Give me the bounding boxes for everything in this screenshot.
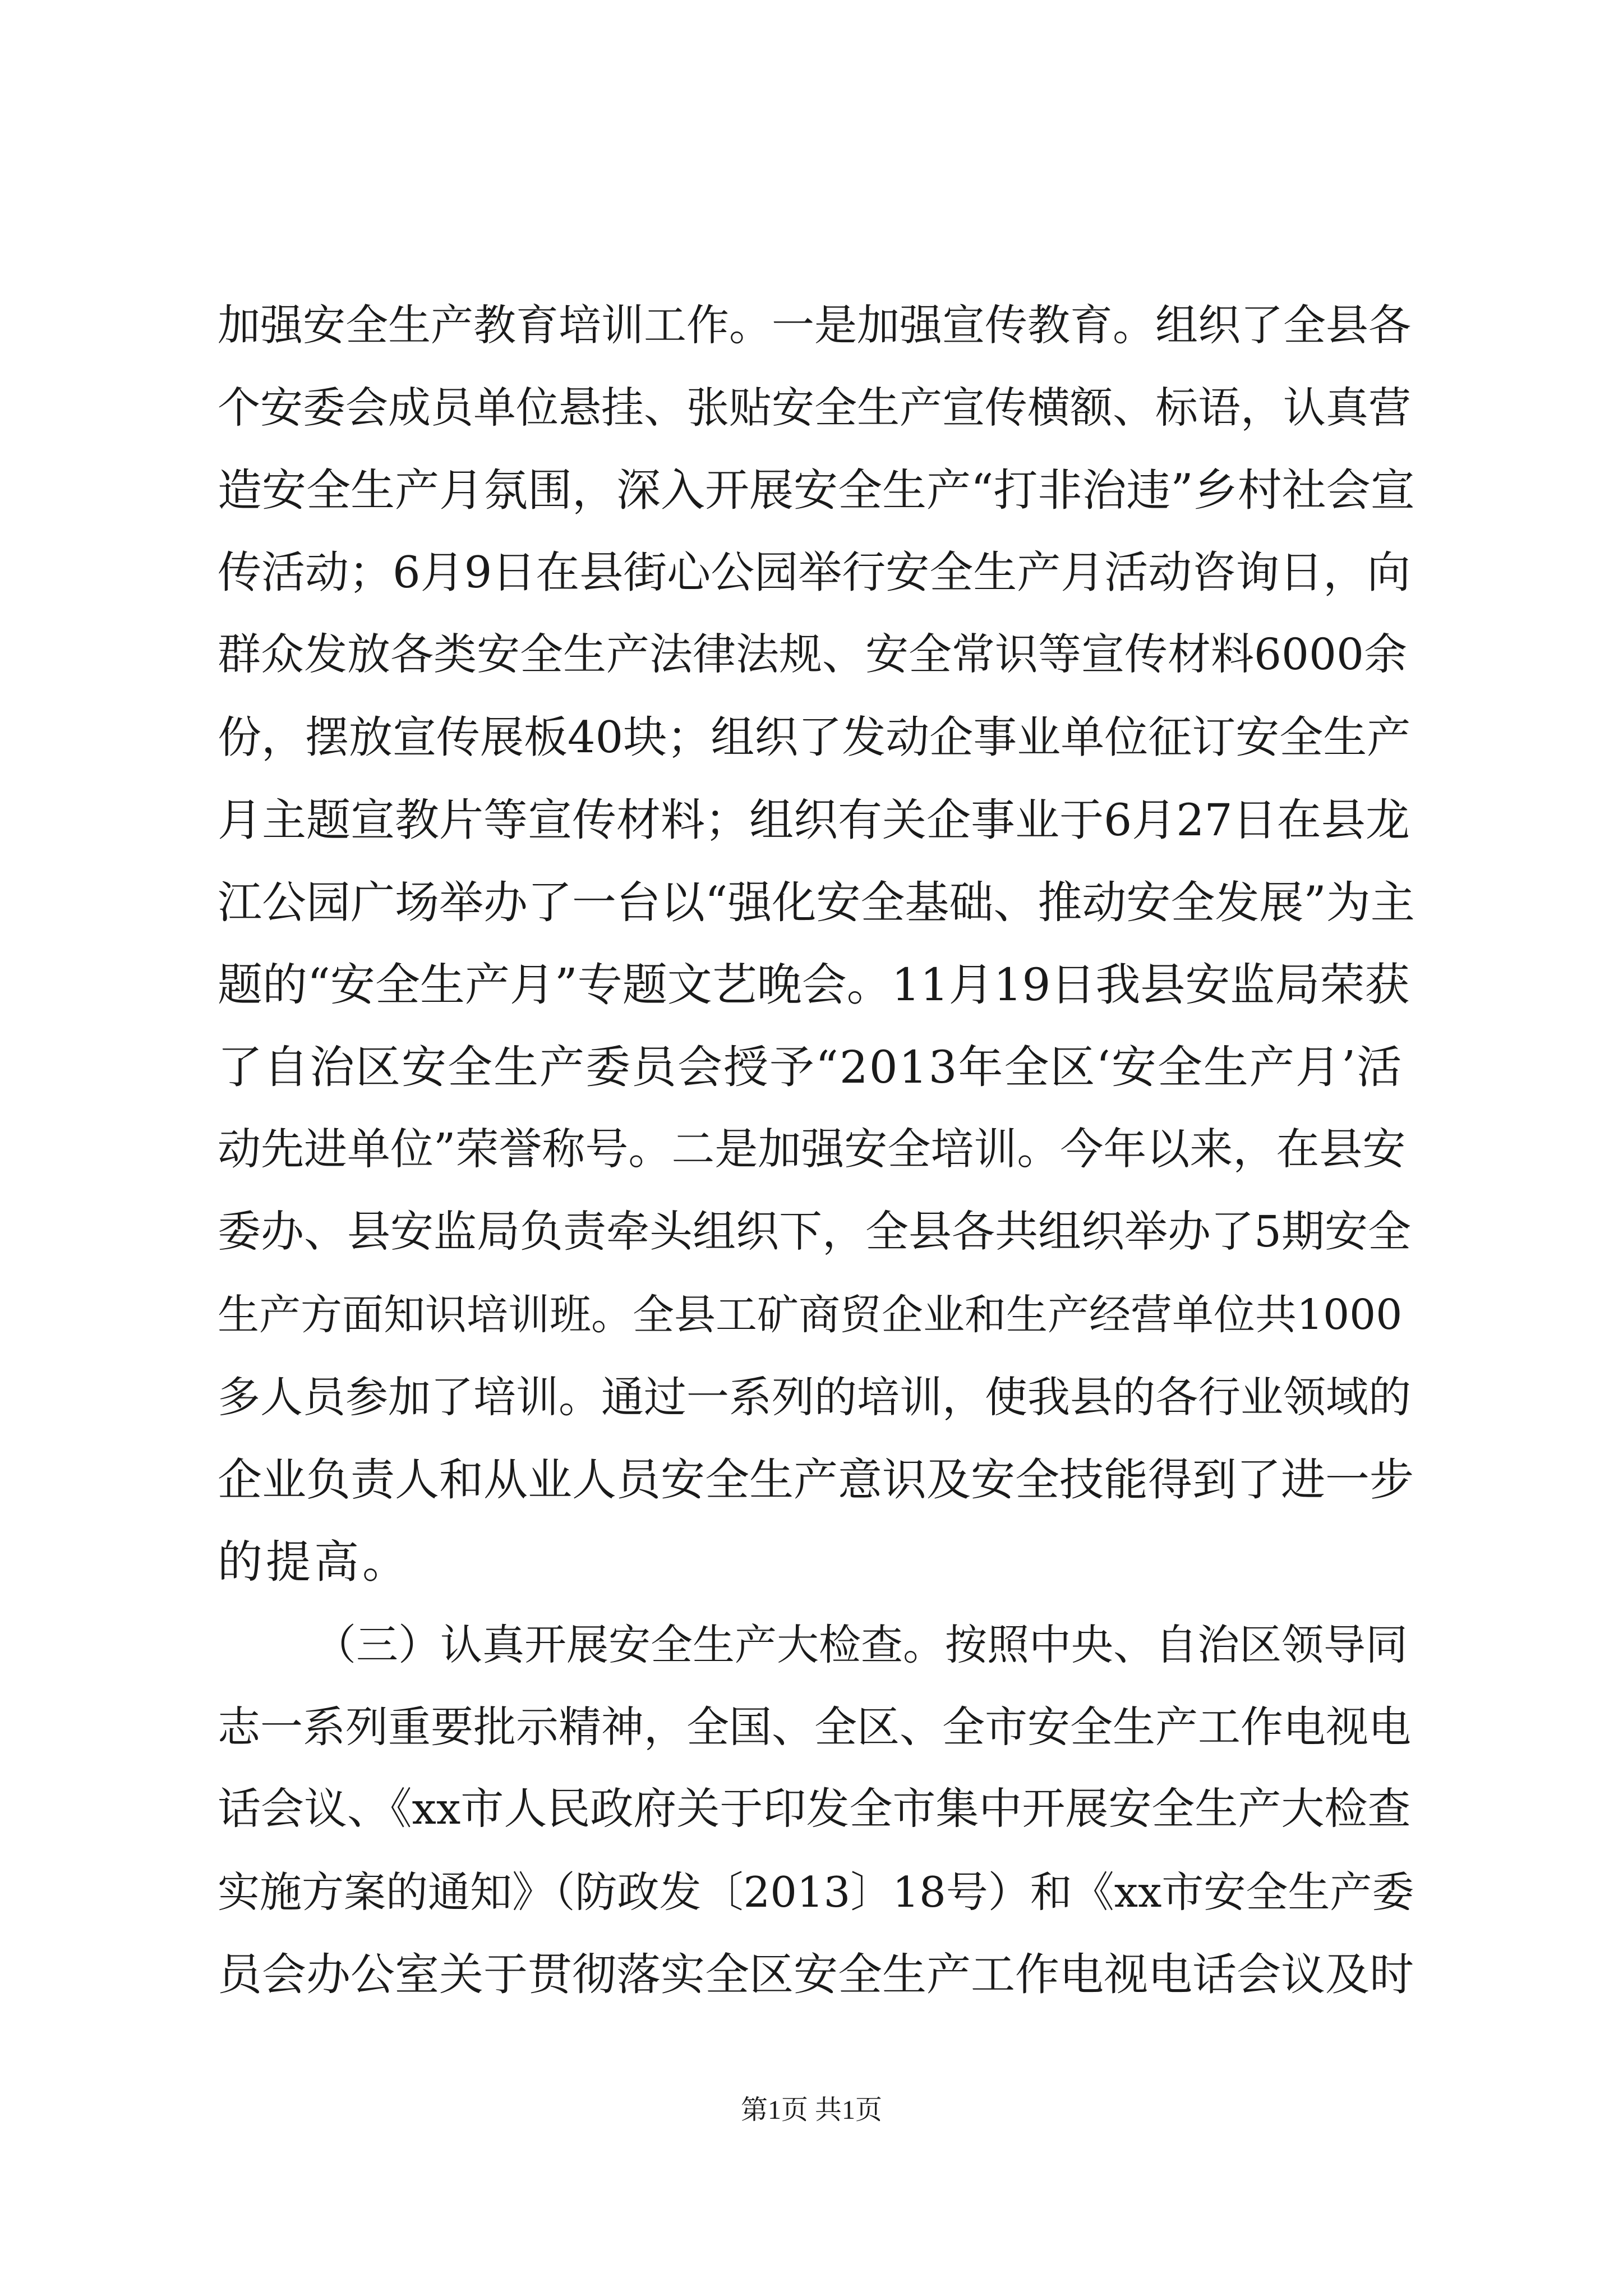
section-heading-line: （三）认真开展安全生产大检查。按照中央、自治区领导同 <box>314 1620 1408 1669</box>
text-line: 委办、县安监局负责牵头组织下，全县各共组织举办了5期安全 <box>218 1207 1411 1257</box>
text-line: 群众发放各类安全生产法律法规、安全常识等宣传材料6000余 <box>218 630 1407 680</box>
text-line: 实施方案的通知》（防政发〔2013〕18号）和《xx市安全生产委 <box>218 1867 1414 1917</box>
text-line: 传活动；6月9日在县街心公园举行安全生产月活动咨询日，向 <box>218 547 1411 598</box>
page-footer: 第1页 共1页 <box>740 2095 882 2125</box>
text-line: 动先进单位”荣誉称号。二是加强安全培训。今年以来，在县安 <box>218 1125 1406 1175</box>
text-line: 题的“安全生产月”专题文艺晚会。11月19日我县安监局荣获 <box>218 959 1410 1011</box>
text-line: 多人员参加了培训。通过一系列的培训，使我县的各行业领域的 <box>218 1372 1411 1422</box>
text-line: 造安全生产月氛围，深入开展安全生产“打非治违”乡村社会宣 <box>218 464 1415 516</box>
text-line: 加强安全生产教育培训工作。一是加强宣传教育。组织了全县各 <box>218 300 1411 350</box>
text-line: 份，摆放宣传展板40块；组织了发动企事业单位征订安全生产 <box>218 712 1411 763</box>
text-line: 个安委会成员单位悬挂、张贴安全生产宣传横额、标语，认真营 <box>218 383 1411 432</box>
text-line: 话会议、《xx市人民政府关于印发全市集中开展安全生产大检查 <box>218 1784 1411 1834</box>
text-line: 的提高。 <box>218 1536 411 1588</box>
text-line: 了自治区安全生产委员会授予“2013年全区‘安全生产月’活 <box>218 1041 1403 1093</box>
text-line: 月主题宣教片等宣传材料；组织有关企事业于6月27日在县龙 <box>218 794 1410 846</box>
text-line: 企业负责人和从业人员安全生产意识及安全技能得到了进一步 <box>218 1454 1414 1506</box>
text-line: 江公园广场举办了一台以“强化安全基础、推动安全发展”为主 <box>218 877 1415 928</box>
text-line: 志一系列重要批示精神，全国、全区、全市安全生产工作电视电 <box>218 1702 1411 1752</box>
text-line: 生产方面知识培训班。全县工矿商贸企业和生产经营单位共1000 <box>218 1291 1403 1339</box>
text-line: 员会办公室关于贯彻落实全区安全生产工作电视电话会议及时 <box>218 1949 1414 2000</box>
